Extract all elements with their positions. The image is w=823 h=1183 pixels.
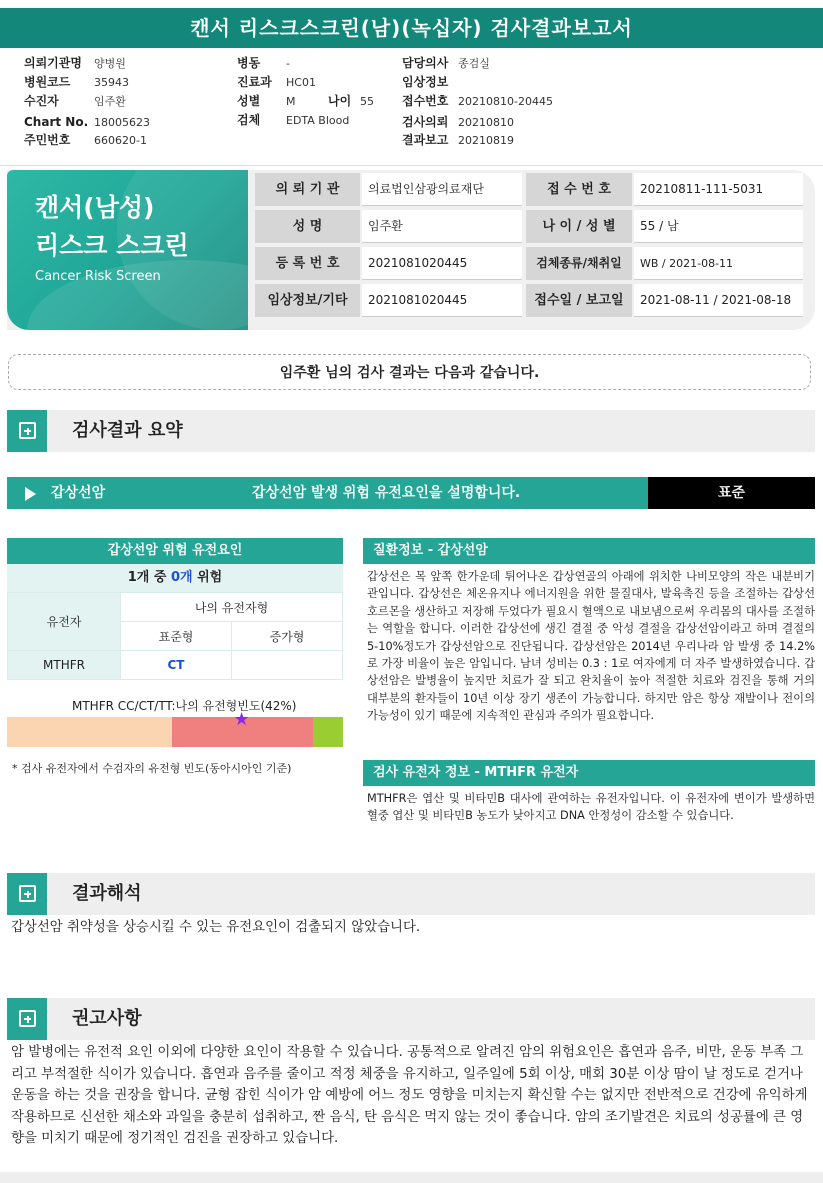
cancer-name: 갑상선암 xyxy=(51,485,106,501)
recommendation-text: 암 발병에는 유전적 요인 이외에 다양한 요인이 작용할 수 있습니다. 공통적으로 알려진 암의 위험요인은 흡연과 음주, 비만, 운동 부족 그리고 부적절한 식이가 있습니다. 흡연과 음주를 줄이고 적정 체중을 유지하고, 일주일에 5회 이상, 매회 30분 이상 땀이 날 정도로 걷거나 운동을 하는 것을 권장을 합니다. 균형 잡힌 식이가 암 예방에 어느 정도 영향을 미치는지 확신할 수는 없지만 전반적으로 건강에 유익하게 작용하므로 신선한 채소와 과일을 충분히 섭취하고, 짠 음식, 탄 음식은 먹지 않는 것이 좋습니다. 암의 조기발견은 치료의 성공률에 큰 영향을 미치기 때문에 정기적인 검진을 권장하고 있습니다. xyxy=(11,1045,808,1146)
info-label: 성 명 xyxy=(255,210,360,243)
header-chart-no: Chart No. 18005623 xyxy=(24,115,150,129)
header-hospital-code: 병원코드 35943 xyxy=(24,75,129,89)
disease-info-text: 갑상선은 목 앞쪽 한가운데 튀어나온 갑상연골의 아래에 위치한 나비모양의 작은 내분비기관입니다. 갑상선은 체온유지나 에너지원을 위한 물질대사, 발육촉진 등을 조절하는 갑상선 호르몬을 생산하고 저장해 두었다가 필요시 혈액으로 내보냄으로써 우리몸의 대사를 조절하는 역할을 합니다. 이러한 갑상선에 생긴 결절 중 악성 결절을 갑상선암이라고 하며 결절의 5-10%정도가 갑상선암으로 진단됩니다. 갑상선암은 2014년 우리나라 암 발생 중 14.2%로 가장 비율이 높은 암입니다. 남녀 성비는 0.3 : 1로 여자에게 더 자주 발생하였습니다. 갑상선암은 발병율이 높지만 치료가 잘 되고 완치율이 높아 적절한 치료와 검진을 통해 거의 대부분의 환자들이 10년 이상 장기 생존이 가능합니다. 하지만 암은 항상 재발이나 전이의 가능성이 있기 때문에 지속적인 관심과 주의가 필요합니다. xyxy=(367,570,815,723)
info-label: 접 수 번 호 xyxy=(526,173,632,206)
section-summary-title: 검사결과 요약 xyxy=(72,420,183,441)
info-label: 검체종류/채취일 xyxy=(526,247,632,280)
standard-type-header: 표준형 xyxy=(121,622,232,651)
info-value: 의료법인삼광의료재단 xyxy=(362,173,522,206)
header-age: 나이 55 xyxy=(328,94,374,108)
info-value: 임주환 xyxy=(362,210,522,243)
header-report-date: 결과보고 20210819 xyxy=(402,133,514,147)
section-recommendation-title: 권고사항 xyxy=(72,1008,142,1029)
page-footer-band xyxy=(0,1172,823,1183)
banner-image xyxy=(7,170,248,330)
info-row xyxy=(255,247,803,280)
risk-status-badge: 표준 xyxy=(648,477,815,509)
report-title: 캔서 리스크스크린(남)(녹십자) 검사결과보고서 xyxy=(0,8,823,48)
gene-info-header: 검사 유전자 정보 - MTHFR 유전자 xyxy=(363,760,815,786)
gene-risk-count: 1개 중 0개 위험 xyxy=(7,564,343,592)
gene-name-cell: MTHFR xyxy=(8,651,121,680)
result-notice: 임주환 님의 검사 결과는 다음과 같습니다. xyxy=(8,354,811,390)
banner-title-line2: 리스크 스크린 xyxy=(35,231,189,260)
header-doctor: 담당의사 종검실 xyxy=(402,56,490,70)
header-ward: 병동 - xyxy=(237,56,290,70)
clipboard-icon xyxy=(7,873,47,915)
gene-column-header: 유전자 xyxy=(8,593,121,651)
info-value: 2021-08-11 / 2021-08-18 xyxy=(634,284,803,317)
cancer-result-bar xyxy=(7,477,815,509)
info-label: 접수일 / 보고일 xyxy=(526,284,632,317)
folder-plus-icon xyxy=(7,410,47,452)
my-genotype-star-icon: ★ xyxy=(233,709,250,730)
info-value: 20210811-111-5031 xyxy=(634,173,803,206)
genotype-frequency-bar xyxy=(7,709,343,747)
frequency-segment-cc xyxy=(7,717,172,747)
header-department: 진료과 HC01 xyxy=(237,75,316,89)
frequency-footnote: * 검사 유전자에서 수검자의 유전형 빈도(동아시아인 기준) xyxy=(12,762,292,775)
gene-info-text: MTHFR은 엽산 및 비타민B 대사에 관여하는 유전자입니다. 이 유전자에 변이가 발생하면 혈중 엽산 및 비타민B 농도가 낮아지고 DNA 안정성이 감소할 수 있습니다. xyxy=(367,792,815,823)
info-value: 2021081020445 xyxy=(362,284,522,317)
info-value: 2021081020445 xyxy=(362,247,522,280)
genotype-table xyxy=(7,592,343,680)
risk-count-value: 0개 xyxy=(170,570,193,585)
increased-genotype-cell xyxy=(232,651,343,680)
header-receipt-no: 접수번호 20210810-20445 xyxy=(402,94,553,108)
section-recommendation-header xyxy=(7,998,815,1040)
banner-subtitle: Cancer Risk Screen xyxy=(35,269,161,284)
info-row xyxy=(255,210,803,243)
header-clinical-info: 임상정보 xyxy=(402,75,449,89)
header-resident-no: 주민번호 660620-1 xyxy=(24,133,147,147)
info-label: 임상정보/기타 xyxy=(255,284,360,317)
header-specimen: 검체 EDTA Blood xyxy=(237,113,350,127)
standard-genotype-cell: CT xyxy=(121,651,232,680)
cancer-description: 갑상선암 발생 위험 유전요인을 설명합니다. xyxy=(252,485,521,501)
info-label: 의 뢰 기 관 xyxy=(255,173,360,206)
header-sex: 성별 M xyxy=(237,94,296,108)
banner-title-line1: 캔서(남성) xyxy=(35,193,155,222)
info-value: WB / 2021-08-11 xyxy=(634,247,803,280)
increased-type-header: 증가형 xyxy=(232,622,343,651)
section-interpretation-title: 결과해석 xyxy=(72,883,142,904)
report-header xyxy=(0,48,823,166)
my-genotype-header: 나의 유전자형 xyxy=(121,593,343,622)
info-value: 55 / 남 xyxy=(634,210,803,243)
header-institution: 의뢰기관명 양병원 xyxy=(24,56,126,70)
disease-info-header: 질환정보 - 갑상선암 xyxy=(363,538,815,564)
section-summary-header xyxy=(7,410,815,452)
header-patient: 수진자 임주환 xyxy=(24,94,126,108)
info-row xyxy=(255,284,803,317)
gene-box-title: 갑상선암 위험 유전요인 xyxy=(7,538,343,564)
play-triangle-icon xyxy=(25,487,36,501)
doctor-consult-icon xyxy=(7,998,47,1040)
header-request-date: 검사의뢰 20210810 xyxy=(402,115,514,129)
frequency-segment-ct xyxy=(172,709,313,747)
frequency-segment-tt xyxy=(313,717,343,747)
info-label: 등 록 번 호 xyxy=(255,247,360,280)
interpretation-text: 갑상선암 취약성을 상승시킬 수 있는 유전요인이 검출되지 않았습니다. xyxy=(11,920,421,935)
info-label: 나 이 / 성 별 xyxy=(526,210,632,243)
frequency-label: MTHFR CC/CT/TT:나의 유전형빈도(42%) xyxy=(72,699,297,713)
section-interpretation-header xyxy=(7,873,815,915)
info-row xyxy=(255,173,803,206)
